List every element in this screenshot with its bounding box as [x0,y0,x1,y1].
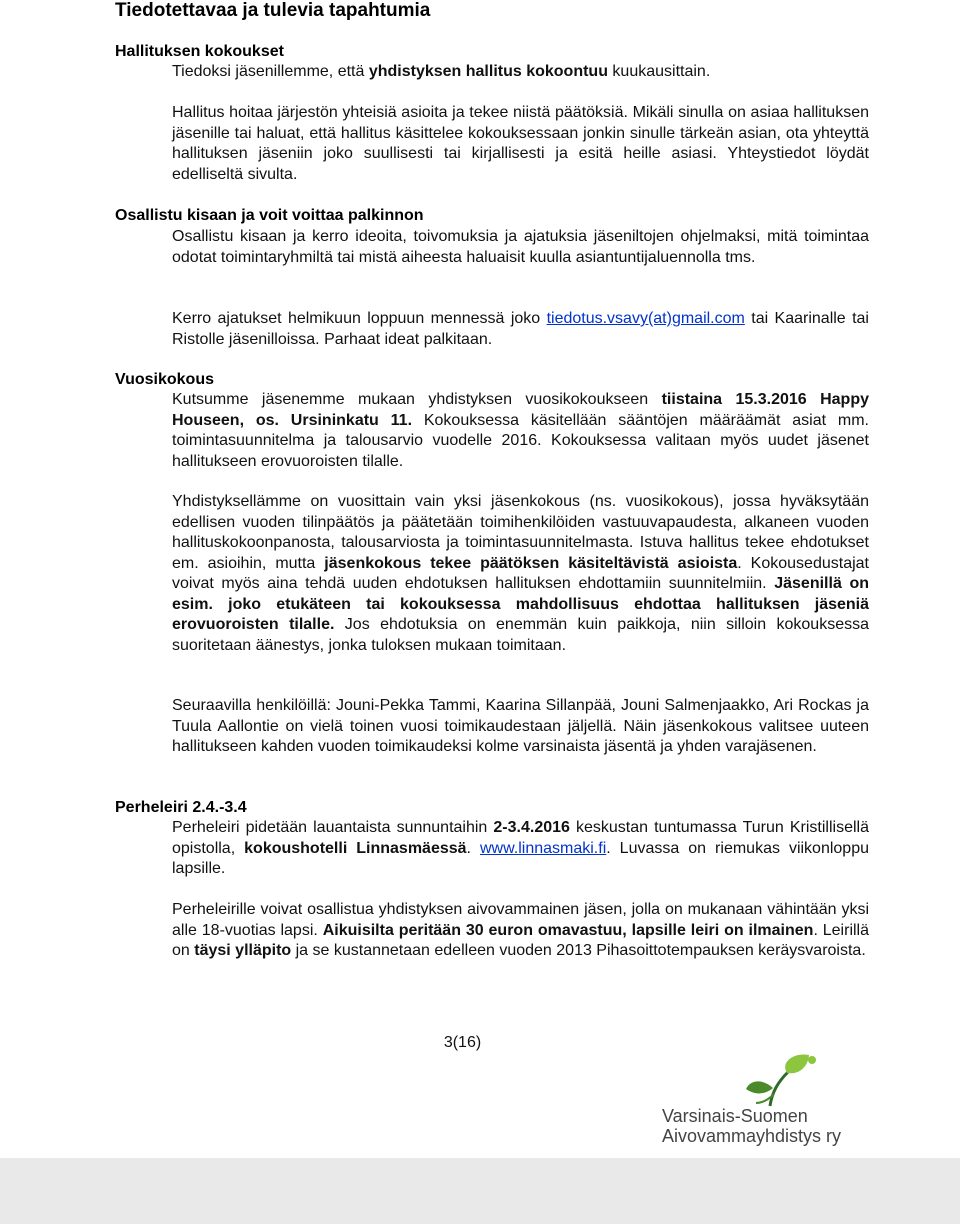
text-run: . [466,839,480,857]
bold-text-run: tiistaina 15.3.2016 Happy Houseen, os. Ursininkatu 11. [172,391,869,429]
annual-meeting-paragraph-3: Seuraavilla henkilöillä: Jouni-Pekka Tammi, Kaarina Sillanpää, Jouni Salmenjaakko, Ari Rockas ja Tuula Aallontie on vielä toinen vuosi toimikaudestaan jäljellä. Näin jäsenkokous valitsee uuteen hallitukseen kahden vuoden toimikaudeksi kolme varsinaista jäsentä ja yhden varajäsenen. [172,697,869,755]
bold-text-run: täysi ylläpito [194,942,292,959]
board-meetings-paragraph-2: Hallitus hoitaa järjestön yhteisiä asioita ja tekee niistä päätöksiä. Mikäli sinulla on asiaa hallituksen jäsenille tai haluat, että hallitus käsittelee kokouksessaan jonkin sinulle tärkeän asian, ota yhteyttä hallituksen jäseniin joko suullisesti tai kirjallisesti ja esitä heille asiasi. Yhteystiedot löydät edelliseltä sivulta. [172,104,869,183]
footer-band [0,1158,960,1224]
page-heading: Tiedotettavaa ja tulevia tapahtumia [115,0,431,21]
text-run: tai Kaarinalle tai Ristolle jäsenilloissa. Parhaat ideat palkitaan. [172,310,869,348]
board-meetings-paragraph-1 [172,62,869,83]
page-number: 3(16) [443,1034,482,1051]
text-run: Kokouksessa käsitellään sääntöjen määräämät asiat mm. toimintasuunnitelma ja talousarvio vuodelle 2016. Kokouksessa valitaan myös uudet jäsenet hallitukseen erovuoroisten tilalle. [172,411,869,470]
text-run: kuukausittain. [607,63,711,80]
logo-text-line-1: Varsinais-Suomen [662,1106,808,1126]
text-run: Kutsumme jäsenemme mukaan yhdistyksen vuosikokoukseen [172,391,662,408]
bold-text-run: kokoushotelli Linnasmäessä [244,839,467,857]
text-run: . Luvassa on riemukas viikonloppu lapsille. [172,839,870,877]
bold-text-run: 2-3.4.2016 [493,819,570,836]
text-run: ja se kustannetaan edelleen vuoden 2013 Pihasoittotempauksen keräysvaroista. [291,942,866,959]
bold-text-run: Jäsenillä on esim. joko etukäteen tai kokouksessa mahdollisuus ehdottaa hallituksen jäseniä erovuoroisten tilalle. [172,575,869,633]
annual-meeting-paragraph-2 [172,492,869,656]
text-run: Jos ehdotuksia on enemmän kuin paikkoja, niin silloin kokouksessa suoritetaan äänestys, jonka tuloksen mukaan toimitaan. [172,616,870,654]
email-link[interactable]: tiedotus.vsavy(at)gmail.com [546,310,745,327]
website-link[interactable]: www.linnasmaki.fi [479,839,607,857]
bold-text-run: jäsenkokous tekee päätöksen käsiteltävistä asioista [324,554,738,572]
bold-text-run: yhdistyksen hallitus kokoontuu [368,63,608,80]
bold-text-run: Aikuisilta peritään 30 euron omavastuu, lapsille leiri on ilmainen [322,921,814,939]
text-run: . Leirillä on [172,921,870,959]
text-run: . Kokousedustajat voivat myös aina tehdä uuden ehdotuksen hallituksen ehdottamiin suunnitelmiin. [172,554,869,592]
family-camp-paragraph-2 [172,900,869,962]
logo-text-line-2: Aivovammayhdistys ry [662,1126,842,1146]
section-title-family-camp: Perheleiri 2.4.-3.4 [115,799,247,816]
text-run: Perheleiri pidetään lauantaista sunnuntaihin [172,819,494,836]
association-logo [662,1048,862,1148]
section-title-contest: Osallistu kisaan ja voit voittaa palkinnon [115,207,424,224]
text-run: Kerro ajatukset helmikuun loppuun mennessä joko [172,310,547,327]
text-run: Yhdistyksellämme on vuosittain vain yksi jäsenkokous (ns. vuosikokous), jossa hyväksytään edellisen vuoden tilinpäätös ja päätetään toimihenkilöiden vastuuvapaudesta, alkaneen vuoden hallituskokoonpanosta, talousarviosta ja toimintasuunnitelmasta. Istuva hallitus tekee ehdotukset em. asioihin, mutta [172,493,869,572]
contest-paragraph-2 [172,309,869,350]
text-run: Perheleirille voivat osallistua yhdistyksen aivovammainen jäsen, jolla on mukanaan vähintään yksi alle 18-vuotias lapsi. [172,901,869,939]
contest-paragraph-1: Osallistu kisaan ja kerro ideoita, toivomuksia ja ajatuksia jäseniltojen ohjelmaksi, mitä toimintaa odotat toimintaryhmiltä tai mistä aiheesta haluaisit kuulla asiantuntijaluennolla tms. [172,228,869,266]
sprout-logo-icon [662,1048,862,1108]
text-run: keskustan tuntumassa Turun Kristillisellä opistolla, [172,819,869,857]
section-title-annual-meeting: Vuosikokous [115,371,214,388]
annual-meeting-paragraph-1 [172,390,869,472]
text-run: Tiedoksi jäsenillemme, että [172,63,369,80]
family-camp-paragraph-1 [172,818,869,880]
section-title-board-meetings: Hallituksen kokoukset [115,43,284,60]
